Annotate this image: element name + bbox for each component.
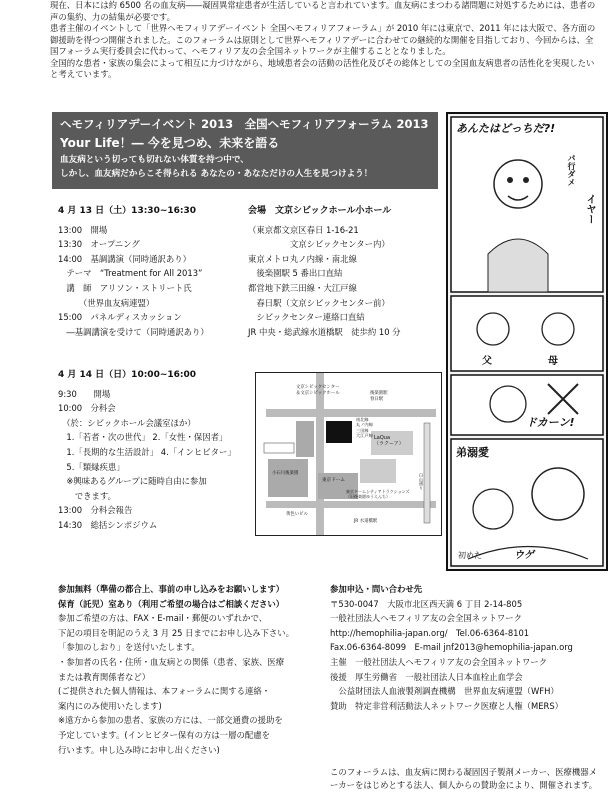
supporter-line: 後援 厚生労働省 一般社団法人日本血栓止血学会 xyxy=(330,671,523,682)
schedule-row: 10:00 分科会 xyxy=(58,403,116,414)
schedule-row: （世界血友病連盟） xyxy=(58,297,155,308)
map-label-civic: 文京シビックセンター ＆文京シビックホール xyxy=(296,385,340,396)
schedule-row: できます。 xyxy=(58,490,116,501)
day2-header: 4 月 14 日（日）10:00~16:00 xyxy=(58,370,197,380)
day1-schedule xyxy=(58,204,209,339)
manga-caption-4: 母 xyxy=(548,356,558,367)
venue-line: シビックセンター連絡口直結 xyxy=(248,312,365,323)
venue-map xyxy=(255,372,442,536)
venue-line: JR 中央・総武線水道橋駅 徒歩約 10 分 xyxy=(248,326,401,337)
info-line: 下記の項目を明記のうえ 3 月 25 日までにお申し込み下さい。 xyxy=(58,627,295,638)
schedule-row: 5.「類縁疾患」 xyxy=(58,461,125,472)
schedule-row: 13:00 開場 xyxy=(58,224,108,235)
contact-address: 〒530-0047 大阪市北区西天満 6 丁目 2-14-805 xyxy=(330,598,523,609)
schedule-row: 9:30 開場 xyxy=(58,388,111,399)
intro-text xyxy=(50,0,600,81)
manga-drawing-icon xyxy=(448,114,606,569)
schedule-row: 13:30 オープニング xyxy=(58,239,140,250)
funding-note: このフォーラムは、血友病に関わる凝固因子製剤メーカー、医療機器メーカーをはじめとする法人、個人からの賛助金により、開催されます。 xyxy=(330,767,598,790)
venue-line: 東京メトロ丸ノ内線・南北線 xyxy=(248,253,357,264)
venue-line: 春日駅（文京シビックセンター前） xyxy=(248,297,390,308)
map-label-hakusan: 白山通り xyxy=(419,473,424,490)
schedule-row: ※興味あるグループに随時自由に参加 xyxy=(58,476,207,487)
manga-caption-1: パ行ダメ xyxy=(567,154,576,186)
info-line: ・参加者の氏名・住所・血友病との関係（患者、家族、医療 xyxy=(58,656,285,667)
venue-line: 後楽園駅 5 番出口直結 xyxy=(248,268,343,279)
map-label-attractions: 東京ドームシティアトラクションズ （旧後楽園ゆうえんち） xyxy=(346,489,410,499)
childcare-line: 保育（託児）室あり（利用ご希望の場合はご相談ください） xyxy=(58,598,285,609)
manga-caption-6: 弟溺愛 xyxy=(456,446,489,459)
map-label-garden: 小石川後楽園 xyxy=(272,471,299,476)
contact-info xyxy=(330,582,573,713)
venue-header: 会場 文京シビックホール小ホール xyxy=(248,206,392,216)
schedule-row: テーマ “Treatment for All 2013” xyxy=(58,268,203,279)
banner-slogan: Your Life！― 今を見つめ、未来を語る xyxy=(60,136,280,150)
map-drawing-icon xyxy=(256,373,441,535)
intro-paragraph-3: 全国的な患者・家族の集会によって相互に力づけながら、地域患者会の活動の活性化及びその総体としての全国血友病患者の活性化を実現したいと考えています。 xyxy=(50,57,595,79)
event-banner xyxy=(52,112,438,189)
contact-url-tel[interactable]: http://hemophilia-japan.org/ Tel.06-6364-8101 xyxy=(330,627,530,638)
map-label-dome: 東京ドーム xyxy=(322,478,345,483)
manga-caption-2: イヤー xyxy=(584,194,595,224)
schedule-row: 13:00 分科会報告 xyxy=(58,505,133,516)
contact-fax-email[interactable]: Fax.06-6364-8099 E-mail jnf2013@hemophilia-japan.org xyxy=(330,642,573,653)
info-line: 行います。申し込み時にお申し出ください) xyxy=(58,744,220,755)
manga-caption-8: ウゲ xyxy=(514,550,534,561)
banner-title: ヘモフィリアデーイベント 2013 全国ヘモフィリアフォーラム 2013 xyxy=(60,117,429,131)
day2-schedule xyxy=(58,368,236,533)
free-entry-line: 参加無料（準備の都合上、事前の申し込みをお願いします） xyxy=(58,584,285,594)
participation-info xyxy=(58,582,294,757)
map-label-laqua: LaQua （ラクーア） xyxy=(374,435,404,447)
contact-header: 参加申込・問い合わせ先 xyxy=(330,584,423,594)
intro-paragraph-2: 患者主催のイベントして「世界ヘモフィリアデーイベント 全国ヘモフィリアフォーラム」が 2010 年には東京で、2011 年には大阪で、各方面の御援助を得つつ開催されました。このフォーラムは原則として世界ヘモフィリアデーに合わせての継続的な開催を目指しており、今回からは、全国フォーラム実行委員会に代わって、ヘモフィリア友の会全国ネットワークが主催することとなりました。 xyxy=(50,23,596,56)
info-line: 「参加のしおり」を送付いたします。 xyxy=(58,642,200,653)
schedule-row: 1.「若者・次の世代」 2.「女性・保因者」 xyxy=(58,432,228,443)
schedule-row: 14:30 総括シンポジウム xyxy=(58,519,158,530)
info-line: または教育関係者など） xyxy=(58,671,151,682)
banner-subtitle-2: しかし、血友病だからこそ得られる あなたの・あなただけの人生を見つけよう！ xyxy=(60,169,373,179)
schedule-row: 講 師 アリソン・ストリート氏 xyxy=(58,282,192,293)
map-label-lines: 南北線 丸ノ内線 三田線 大江戸線 xyxy=(356,417,373,438)
banner-subtitle-1: 血友病という切っても切れない体質を持つ中で、 xyxy=(60,155,249,165)
manga-caption-5: ドカーン! xyxy=(526,416,575,429)
schedule-row: 15:00 パネルディスカッション xyxy=(58,312,182,323)
manga-caption-7: 初めた xyxy=(458,551,482,560)
map-label-stations: 後楽園駅 春日駅 xyxy=(370,391,388,402)
intro-paragraph-1: 現在、日本には約 6500 名の血友病――凝固異常症患者が生活していると言われています。血友病にまつわる諸問題に対処するためには、患者の声の集約、力の結集が必要です。 xyxy=(50,0,596,22)
schedule-row: 1.「長期的な生活設計」 4.「インヒビター」 xyxy=(58,446,236,457)
venue-line: 都営地下鉄三田線・大江戸線 xyxy=(248,282,357,293)
manga-illustration xyxy=(446,112,608,571)
contact-org: 一般社団法人ヘモフィリア友の会全国ネットワーク xyxy=(330,613,522,624)
map-label-suidobashi: JR 水道橋駅 xyxy=(354,519,378,524)
manga-caption-3: 父 xyxy=(482,356,492,367)
info-line: 案内にのみ使用いたします) xyxy=(58,700,162,711)
organizer-line: 主催 一般社団法人ヘモフィリア友の会全国ネットワーク xyxy=(330,656,548,667)
schedule-row: ―基調講演を受けて（同時通訳あり） xyxy=(58,326,209,337)
venue-info xyxy=(248,204,443,339)
info-line: ※遠方から参加の患者、家族の方には、一部交通費の援助を xyxy=(58,715,283,726)
schedule-row: （於：シビックホール会議室ほか） xyxy=(58,417,196,428)
info-line: 参加ご希望の方は、FAX・E-mail・郵便のいずれかで、 xyxy=(58,613,268,624)
info-line: (ご提供された個人情報は、本フォーラムに関する連絡・ xyxy=(58,686,271,697)
manga-title: あんたはどっちだ?! xyxy=(456,122,556,135)
venue-line: （東京都文京区春日 1-16-21 xyxy=(248,224,359,235)
schedule-row: 14:00 基調講演（同時通訳あり） xyxy=(58,253,192,264)
venue-line: 文京シビックセンター内） xyxy=(248,239,390,250)
sponsor-line: 賛助 特定非営利活動法人ネットワーク医療と人権（MERS） xyxy=(330,700,564,711)
map-label-yellow-bldg: 黄色いビル xyxy=(286,512,308,517)
supporter-line-2: 公益財団法人血液製剤調査機構 世界血友病連盟（WFH） xyxy=(330,686,559,697)
day1-header: 4 月 13 日（土）13:30~16:30 xyxy=(58,206,197,216)
info-line: 予定しています。(インヒビター保有の方は一層の配慮を xyxy=(58,729,270,740)
